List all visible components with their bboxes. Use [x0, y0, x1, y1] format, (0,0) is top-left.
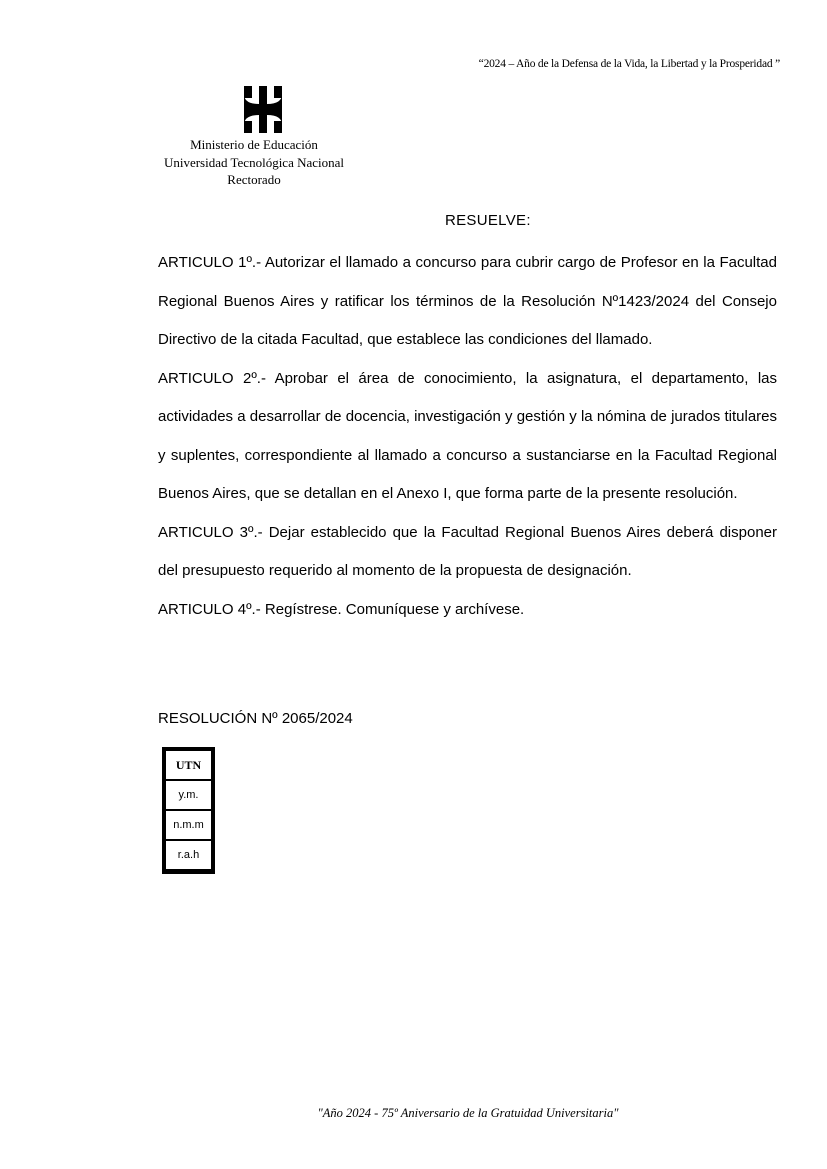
top-motto: “2024 – Año de la Defensa de la Vida, la Libertad y la Prosperidad ” [478, 58, 780, 70]
utn-logo-icon [244, 86, 282, 133]
article-text: Regístrese. Comuníquese y archívese. [264, 600, 525, 618]
article-1 [158, 244, 777, 360]
article-2 [158, 360, 777, 514]
article-3 [158, 514, 777, 591]
initials-table [162, 747, 215, 874]
article-label: ARTICULO 2º.- [158, 369, 266, 387]
resolution-body [158, 244, 777, 629]
institution-header [140, 136, 368, 189]
article-label: ARTICULO 4º.- [158, 600, 261, 618]
article-text: Aprobar el área de conocimiento, la asignatura, el departamento, las actividades a desarrollar de docencia, investigación y gestión y la nómina de jurados titulares y suplentes, correspondiente al llamado a concurso a sustanciarse en la Facultad Regional Buenos Aires, que se detallan en el Anexo I, que forma parte de la presente resolución. [158, 369, 777, 502]
resolution-heading: RESUELVE: [445, 212, 531, 229]
article-4 [158, 591, 777, 630]
article-text: Dejar establecido que la Facultad Regional Buenos Aires deberá disponer del presupuesto requerido al momento de la propuesta de designación. [158, 523, 777, 579]
article-label: ARTICULO 3º.- [158, 523, 263, 541]
resolution-number: RESOLUCIÓN Nº 2065/2024 [158, 710, 353, 727]
university-name: Universidad Tecnológica Nacional [163, 154, 345, 170]
initials-row: r.a.h [164, 840, 213, 872]
office-name: Rectorado [227, 172, 281, 187]
bottom-motto: "Año 2024 - 75º Aniversario de la Gratuidad Universitaria" [317, 1106, 619, 1120]
initials-row: y.m. [164, 780, 213, 810]
initials-table-header: UTN [164, 749, 213, 780]
article-label: ARTICULO 1º.- [158, 254, 262, 271]
initials-row: n.m.m [164, 810, 213, 840]
article-text: Autorizar el llamado a concurso para cubrir cargo de Profesor en la Facultad Regional Buenos Aires y ratificar los términos de la Resolución Nº1423/2024 del Consejo Directivo de la citada Facultad, que establece las condiciones del llamado. [158, 254, 777, 348]
ministry-name: Ministerio de Educación [190, 137, 318, 152]
